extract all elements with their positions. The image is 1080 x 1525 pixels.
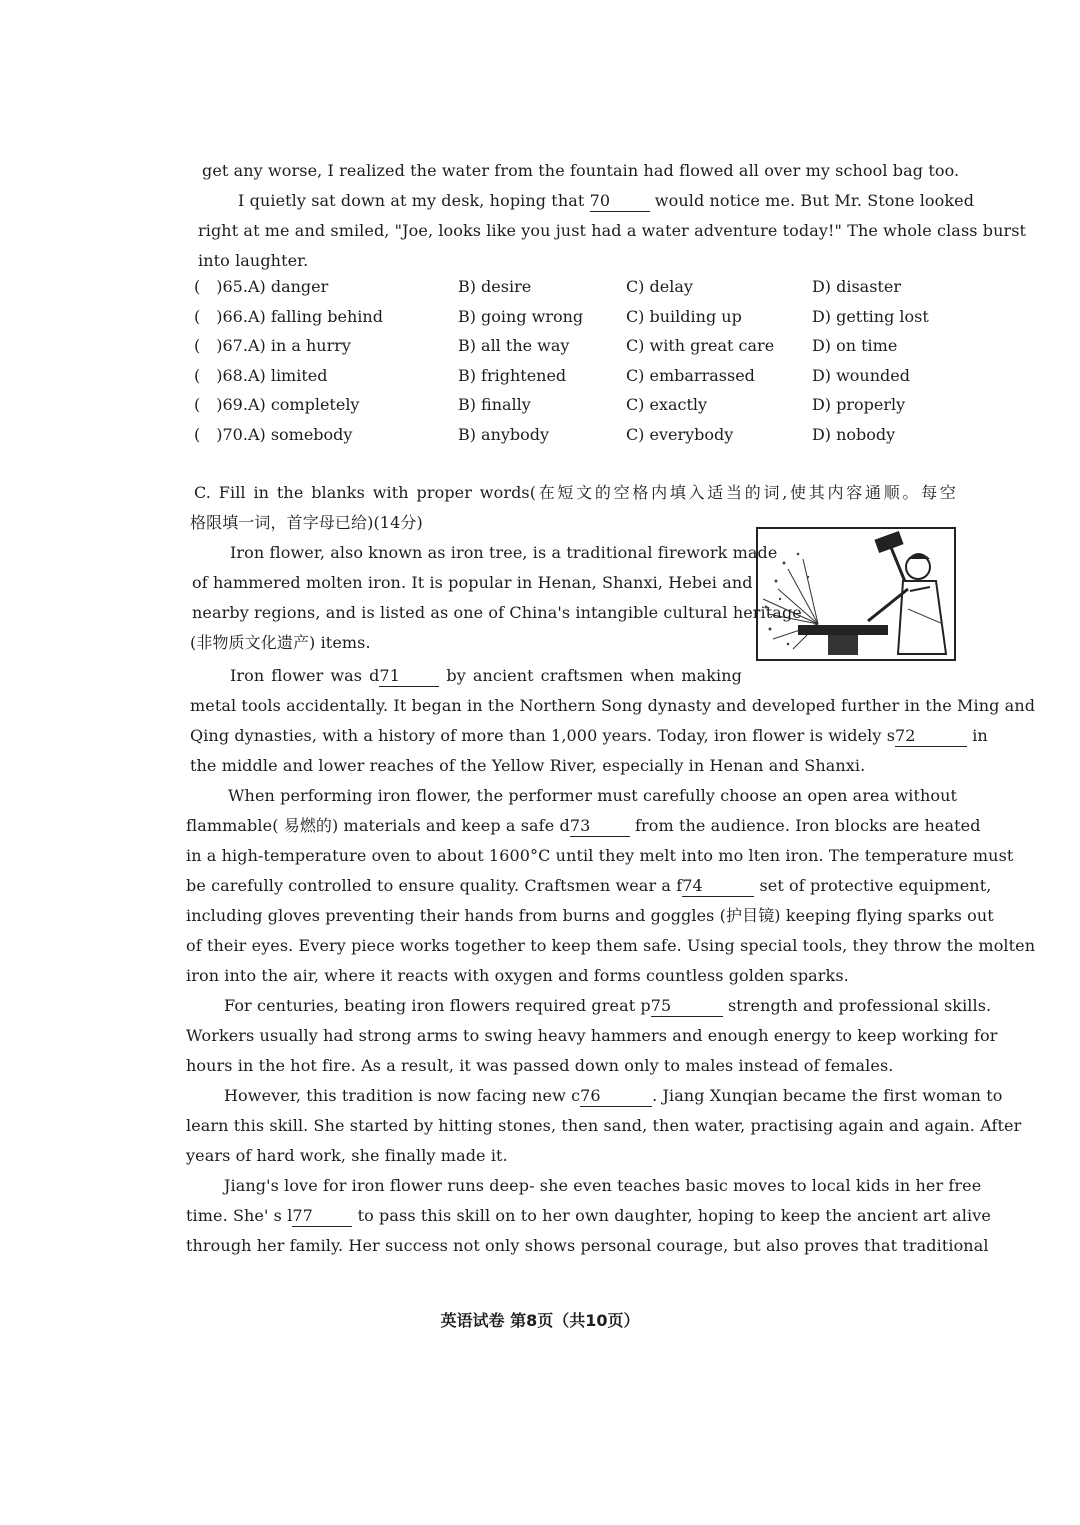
option-row bbox=[194, 272, 929, 302]
option-a: A) in a hurry bbox=[247, 336, 351, 356]
option-c: C) exactly bbox=[625, 395, 708, 415]
text-line: However, this tradition is now facing new c76 . Jiang Xunqian became the first woman to bbox=[224, 1086, 1003, 1105]
text-line: Iron flower was d71 by ancient craftsmen when making bbox=[230, 666, 743, 685]
option-a: A) completely bbox=[247, 395, 360, 415]
text-line: For centuries, beating iron flowers required great p75 strength and professional skills. bbox=[224, 996, 992, 1015]
question-number[interactable]: ( )69. bbox=[194, 395, 248, 415]
option-row bbox=[194, 420, 929, 450]
text-line: I quietly sat down at my desk, hoping that 70 would notice me. But Mr. Stone looked bbox=[238, 191, 975, 210]
text-line: years of hard work, she finally made it. bbox=[186, 1146, 508, 1165]
text-line: flammable( 易燃的) materials and keep a safe d73 from the audience. Iron blocks are heated bbox=[186, 816, 981, 835]
blank-77[interactable]: 77 bbox=[292, 1206, 352, 1227]
option-b: B) all the way bbox=[457, 336, 570, 356]
option-row bbox=[194, 361, 929, 391]
text-line: Iron flower, also known as iron tree, is a traditional firework made bbox=[230, 543, 778, 562]
passage-c bbox=[186, 538, 1036, 1261]
option-c: C) embarrassed bbox=[625, 365, 755, 385]
text-line: get any worse, I realized the water from the fountain had flowed all over my school bag too. bbox=[202, 161, 960, 180]
text-line: Jiang's love for iron flower runs deep- she even teaches basic moves to local kids in her free bbox=[224, 1176, 982, 1195]
text-line: hours in the hot fire. As a result, it was passed down only to males instead of females. bbox=[186, 1056, 894, 1075]
text-line: be carefully controlled to ensure quality. Craftsmen wear a f74 set of protective equipment, bbox=[186, 876, 992, 895]
option-a: A) somebody bbox=[247, 424, 353, 444]
option-b: B) frightened bbox=[457, 365, 567, 385]
options-list bbox=[194, 272, 929, 449]
option-row bbox=[194, 302, 929, 332]
text-line: nearby regions, and is listed as one of China's intangible cultural heritage bbox=[192, 603, 802, 622]
option-b: B) desire bbox=[457, 277, 532, 297]
question-number[interactable]: ( )67. bbox=[194, 336, 248, 356]
option-row bbox=[194, 331, 929, 361]
question-number[interactable]: ( )65. bbox=[194, 277, 248, 297]
option-c: C) with great care bbox=[625, 336, 775, 356]
option-a: A) danger bbox=[247, 277, 329, 297]
question-number[interactable]: ( )70. bbox=[194, 424, 248, 444]
blank-72[interactable]: 72 bbox=[895, 726, 967, 747]
blank-76[interactable]: 76 bbox=[580, 1086, 652, 1107]
text-line: When performing iron flower, the performer must carefully choose an open area without bbox=[228, 786, 958, 805]
text-line: metal tools accidentally. It began in the Northern Song dynasty and developed further in the Ming and bbox=[190, 696, 1036, 715]
text-line: learn this skill. She started by hitting stones, then sand, then water, practising again and again. After bbox=[186, 1116, 1022, 1135]
option-c: C) delay bbox=[625, 277, 693, 297]
text-line: Workers usually had strong arms to swing heavy hammers and enough energy to keep working for bbox=[186, 1026, 998, 1045]
text-line: of hammered molten iron. It is popular in Henan, Shanxi, Hebei and bbox=[192, 573, 753, 592]
blank-70[interactable]: 70 bbox=[590, 191, 650, 212]
question-number[interactable]: ( )68. bbox=[194, 365, 248, 385]
option-d: D) wounded bbox=[811, 365, 910, 385]
text-line: (非物质文化遗产) items. bbox=[190, 633, 371, 652]
option-c: C) everybody bbox=[625, 424, 734, 444]
section-c-heading-line2: 格限填一词，首字母已给)(14分) bbox=[190, 513, 423, 532]
option-row bbox=[194, 390, 929, 420]
section-c-heading-line1: C. Fill in the blanks with proper words(在短文的空格内填入适当的词,使其内容通顺。每空 bbox=[194, 483, 956, 502]
option-c: C) building up bbox=[625, 306, 742, 326]
option-d: D) nobody bbox=[811, 424, 896, 444]
text-line: time. She' s l77 to pass this skill on to her own daughter, hoping to keep the ancient art alive bbox=[186, 1206, 991, 1225]
page-footer: 英语试卷 第8页（共10页） bbox=[440, 1311, 640, 1330]
blank-75[interactable]: 75 bbox=[651, 996, 723, 1017]
option-b: B) anybody bbox=[457, 424, 550, 444]
option-b: B) going wrong bbox=[457, 306, 584, 326]
blank-71[interactable]: 71 bbox=[379, 666, 439, 687]
text-line: into laughter. bbox=[198, 251, 309, 270]
text-line: Qing dynasties, with a history of more than 1,000 years. Today, iron flower is widely s72 in bbox=[190, 726, 988, 745]
question-number[interactable]: ( )66. bbox=[194, 306, 248, 326]
option-a: A) falling behind bbox=[247, 306, 383, 326]
option-d: D) disaster bbox=[811, 277, 901, 297]
text-line: through her family. Her success not only shows personal courage, but also proves that traditional bbox=[186, 1236, 989, 1255]
option-d: D) properly bbox=[811, 395, 906, 415]
text-line: including gloves preventing their hands from burns and goggles (护目镜) keeping flying sparks out bbox=[186, 906, 994, 925]
blank-74[interactable]: 74 bbox=[682, 876, 754, 897]
text-line: right at me and smiled, "Joe, looks like you just had a water adventure today!" The whole class burst bbox=[198, 221, 1027, 240]
text-line: iron into the air, where it reacts with oxygen and forms countless golden sparks. bbox=[186, 966, 849, 985]
blank-73[interactable]: 73 bbox=[570, 816, 630, 837]
text-line: the middle and lower reaches of the Yellow River, especially in Henan and Shanxi. bbox=[190, 756, 866, 775]
option-d: D) getting lost bbox=[811, 306, 929, 326]
passage-b-continuation bbox=[186, 156, 1027, 276]
text-line: in a high-temperature oven to about 1600°C until they melt into mo lten iron. The temperature must bbox=[186, 846, 1014, 865]
option-b: B) finally bbox=[457, 395, 531, 415]
option-d: D) on time bbox=[811, 336, 898, 356]
text-line: of their eyes. Every piece works together to keep them safe. Using special tools, they throw the molten bbox=[186, 936, 1036, 955]
option-a: A) limited bbox=[247, 365, 328, 385]
